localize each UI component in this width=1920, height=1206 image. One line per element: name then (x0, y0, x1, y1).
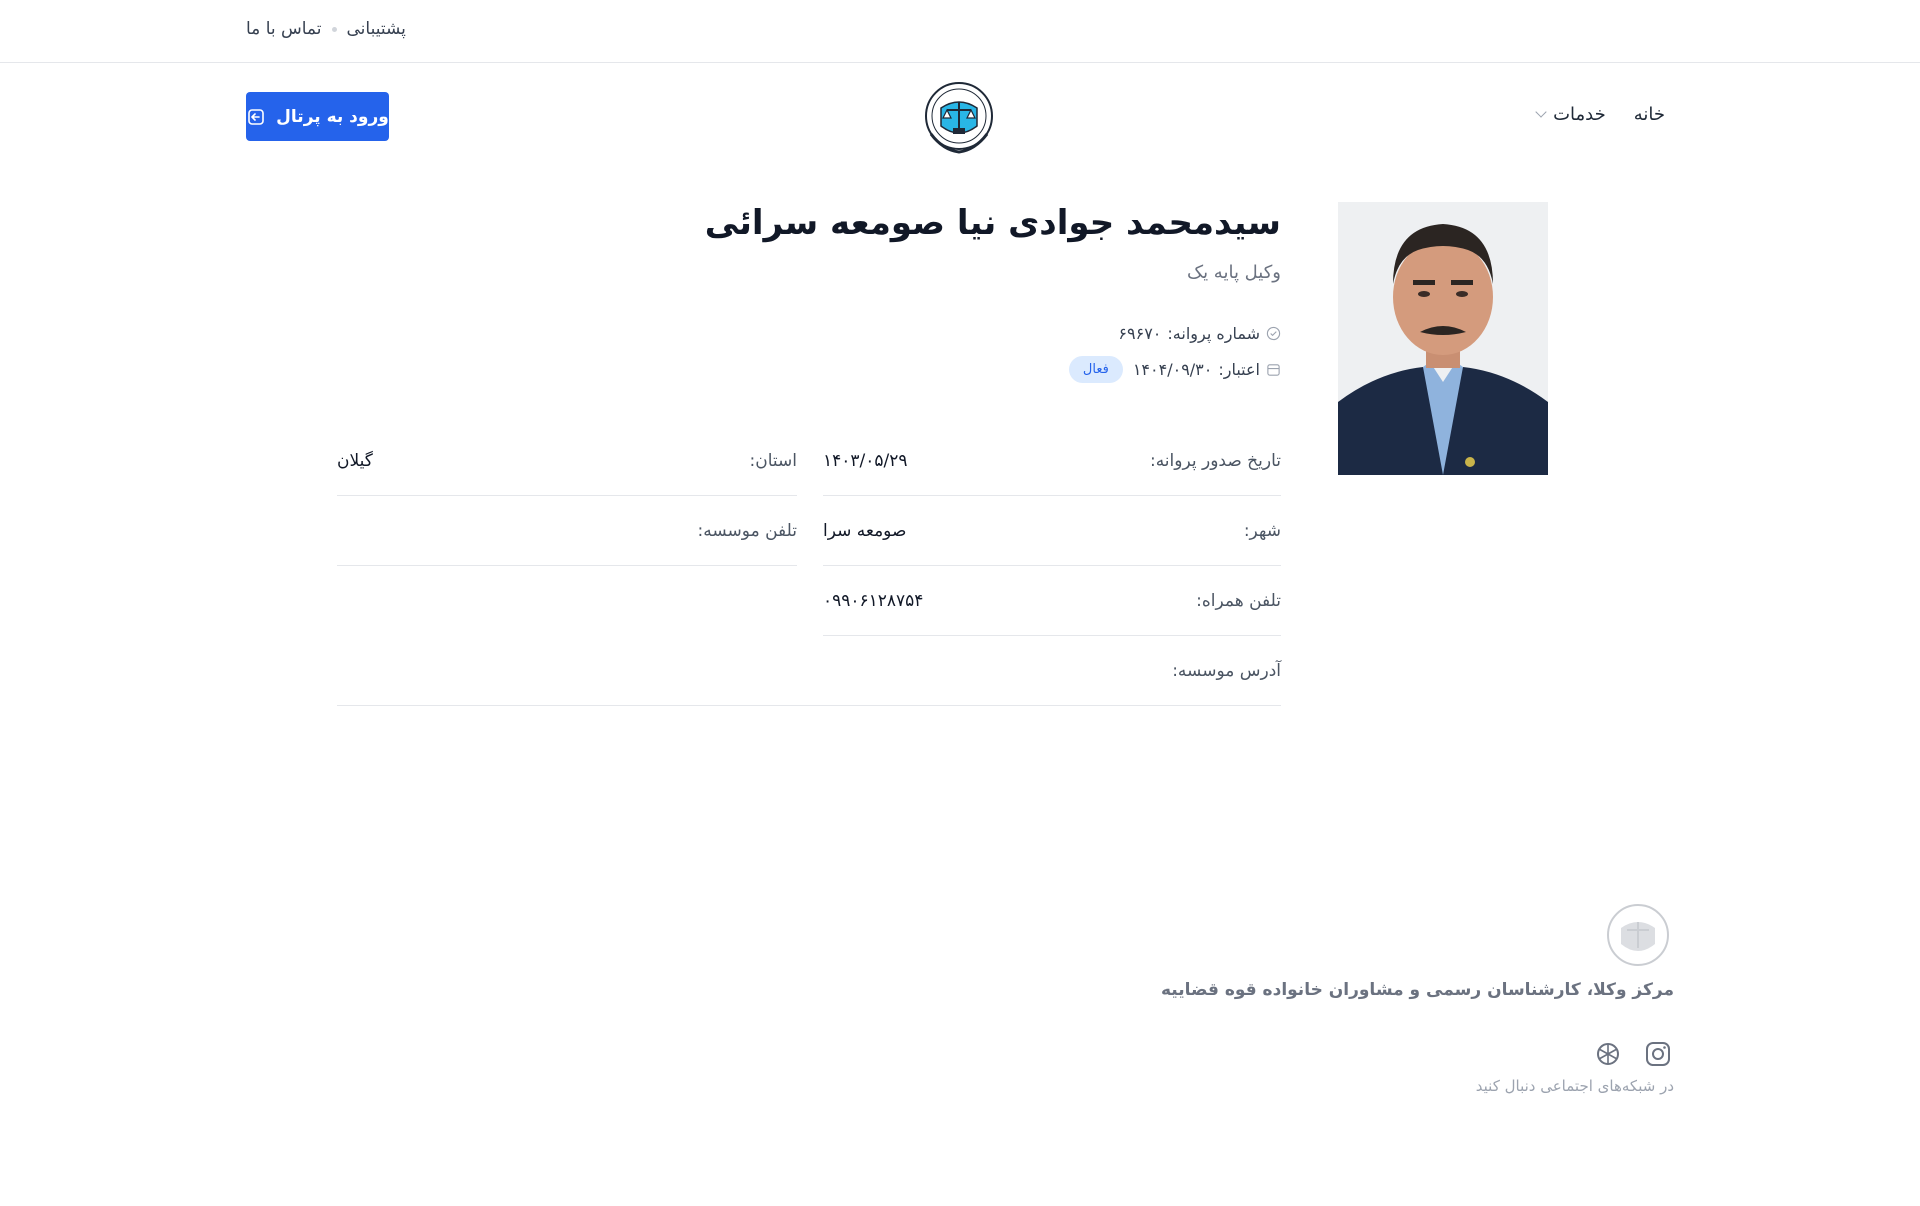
footer-follow-text: در شبکه‌های اجتماعی دنبال کنید (1475, 1077, 1674, 1095)
footer-logo-icon (1605, 902, 1671, 970)
license-number: ۶۹۶۷۰ (1118, 324, 1162, 343)
city-value: صومعه سرا (823, 520, 907, 541)
judiciary-logo-icon[interactable] (923, 80, 995, 156)
separator-dot (332, 27, 337, 32)
nav-home[interactable]: خانه (1633, 104, 1665, 125)
office-phone-field (337, 496, 797, 566)
portal-login-label: ورود به پرتال (276, 106, 389, 127)
calendar-icon (1266, 362, 1281, 377)
validity-label: اعتبار: (1218, 360, 1260, 379)
city-field (823, 496, 1281, 566)
support-link[interactable]: پشتیبانی (346, 19, 406, 39)
main-header (0, 64, 1920, 174)
rubika-icon[interactable] (1594, 1040, 1622, 1068)
validity-row (1069, 356, 1281, 383)
office-phone-label: تلفن موسسه: (697, 520, 797, 541)
province-label: استان: (749, 450, 797, 471)
instagram-icon[interactable] (1644, 1040, 1672, 1068)
check-circle-icon (1266, 326, 1281, 341)
address-label: آدرس موسسه: (1172, 660, 1281, 681)
mobile-field (823, 566, 1281, 636)
top-links (246, 19, 406, 39)
portal-login-button[interactable] (246, 92, 389, 141)
issue-date-field (823, 426, 1281, 496)
mobile-label: تلفن همراه: (1196, 590, 1281, 611)
lawyer-photo (1338, 202, 1548, 475)
validity-date: ۱۴۰۴/۰۹/۳۰ (1132, 360, 1213, 379)
license-row (1118, 324, 1281, 343)
province-value: گیلان (337, 450, 373, 471)
nav-services-label: خدمات (1553, 104, 1606, 125)
issue-date-value: ۱۴۰۳/۰۵/۲۹ (823, 450, 908, 471)
city-label: شهر: (1243, 520, 1281, 541)
main-nav (1537, 104, 1665, 125)
footer-title: مرکز وکلا، کارشناسان رسمی و مشاوران خانواده قوه قضاییه (1161, 980, 1674, 1000)
address-field (337, 636, 1281, 706)
status-badge: فعال (1069, 356, 1123, 383)
lawyer-rank: وکیل پایه یک (1186, 262, 1281, 283)
nav-services[interactable] (1537, 104, 1606, 125)
license-label: شماره پروانه: (1167, 324, 1260, 343)
mobile-value: ۰۹۹۰۶۱۲۸۷۵۴ (823, 590, 924, 611)
top-bar (0, 0, 1920, 63)
province-field (337, 426, 797, 496)
login-icon (246, 107, 266, 127)
social-links (1594, 1040, 1672, 1068)
issue-date-label: تاریخ صدور پروانه: (1149, 450, 1281, 471)
contact-link[interactable]: تماس با ما (246, 19, 322, 39)
lawyer-name: سیدمحمد جوادی نیا صومعه سرائی (704, 203, 1281, 243)
chevron-down-icon (1535, 106, 1546, 117)
